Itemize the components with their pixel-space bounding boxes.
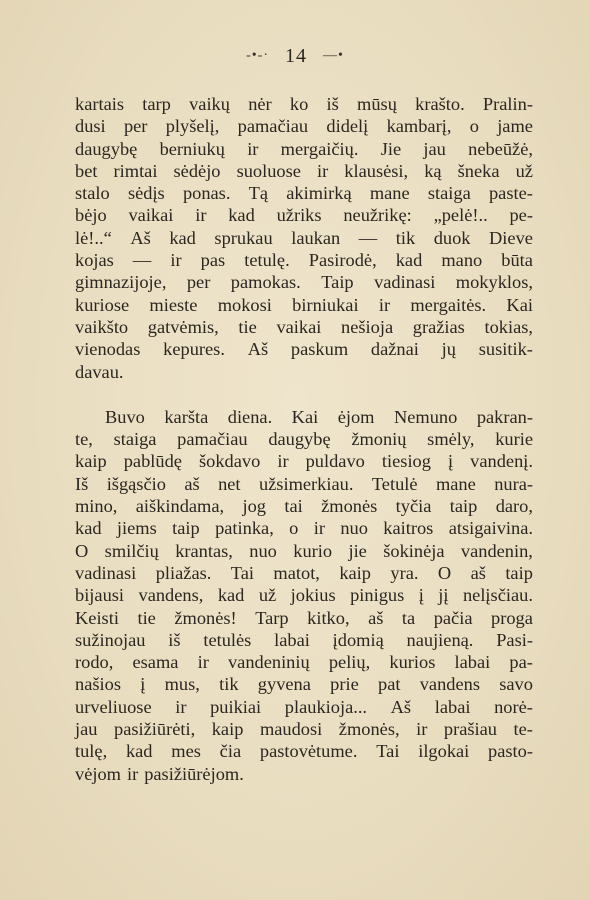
text-line: dusi per plyšelį, pamačiau didelį kambarį, o jame xyxy=(75,116,533,137)
text-line: našios į mus, tik gyvena prie pat vandens savo xyxy=(75,674,533,695)
text-line: te, staiga pamačiau daugybę žmonių smėly, kurie xyxy=(75,429,533,450)
text-line: bet rimtai sėdėjo suoluose ir klausėsi, ką šneka už xyxy=(75,160,533,181)
text-line: vaikšto gatvėmis, tie vaikai nešioja gražias tokias, xyxy=(75,316,533,337)
ornament-left: -•-· xyxy=(246,48,269,63)
text-line: vienodas kepures. Aš paskum dažnai jų susitik- xyxy=(75,339,533,360)
text-line: kuriose mieste mokosi birniukai ir mergaitės. Kai xyxy=(75,294,533,315)
paragraph-gap xyxy=(75,383,533,406)
text-line: rodo, esama ir vandeninių pelių, kurios labai pa- xyxy=(75,652,533,673)
text-line: kaip pablūdę šokdavo ir puldavo tiesiog į vandenį. xyxy=(75,451,533,472)
text-line: urveliuose ir puikiai plaukioja... Aš labai norė- xyxy=(75,696,533,717)
text-line: kad jiems taip patinka, o ir nuo kaitros atsigaivina. xyxy=(75,518,533,539)
body-text xyxy=(75,93,533,785)
text-line: bėjo vaikai ir kad užriks neužrikę: „pelė!.. pe- xyxy=(75,205,533,226)
page-header xyxy=(0,44,590,68)
ornament-right: —• xyxy=(322,48,344,63)
text-line: sužinojau iš tetulės labai įdomią naujieną. Pasi- xyxy=(75,629,533,650)
text-line: bijausi vandens, kad už jokius pinigus į jį nelįsčiau. xyxy=(75,585,533,606)
text-line: kojas — ir pas tetulę. Pasirodė, kad mano būta xyxy=(75,250,533,271)
text-line: davau. xyxy=(75,361,124,382)
text-line: vėjom ir pasižiūrėjom. xyxy=(75,763,244,784)
text-line: gimnazijoje, per pamokas. Taip vadinasi mokyklos, xyxy=(75,272,533,293)
text-line: Buvo karšta diena. Kai ėjom Nemuno pakran- xyxy=(105,406,533,427)
text-line: vadinasi pliažas. Tai matot, kaip yra. O aš taip xyxy=(75,562,533,583)
page-number: 14 xyxy=(284,45,307,67)
text-line: mino, aiškindama, jog tai žmonės tyčia taip daro, xyxy=(75,496,533,517)
paragraph xyxy=(75,93,533,383)
text-line: kartais tarp vaikų nėr ko iš mūsų krašto. Pralin- xyxy=(75,94,533,114)
text-line: daugybę berniukų ir mergaičių. Jie jau nebeūžė, xyxy=(75,138,533,159)
text-line: jau pasižiūrėti, kaip maudosi žmonės, ir prašiau te- xyxy=(75,719,533,740)
text-line: stalo sėdįs ponas. Tą akimirką mane staiga paste- xyxy=(75,183,533,204)
text-line: Keisti tie žmonės! Tarp kitko, aš ta pačia proga xyxy=(75,607,533,628)
text-line: tulę, kad mes čia pastovėtume. Tai ilgokai pasto- xyxy=(75,741,533,762)
text-line: O smilčių krantas, nuo kurio jie šokinėja vandenin, xyxy=(75,540,533,561)
text-line: lė!..“ Aš kad sprukau laukan — tik duok Dieve xyxy=(75,227,533,248)
text-line: Iš išgąsčio aš net užsimerkiau. Tetulė mane nura- xyxy=(75,473,533,494)
paragraph xyxy=(75,406,533,785)
